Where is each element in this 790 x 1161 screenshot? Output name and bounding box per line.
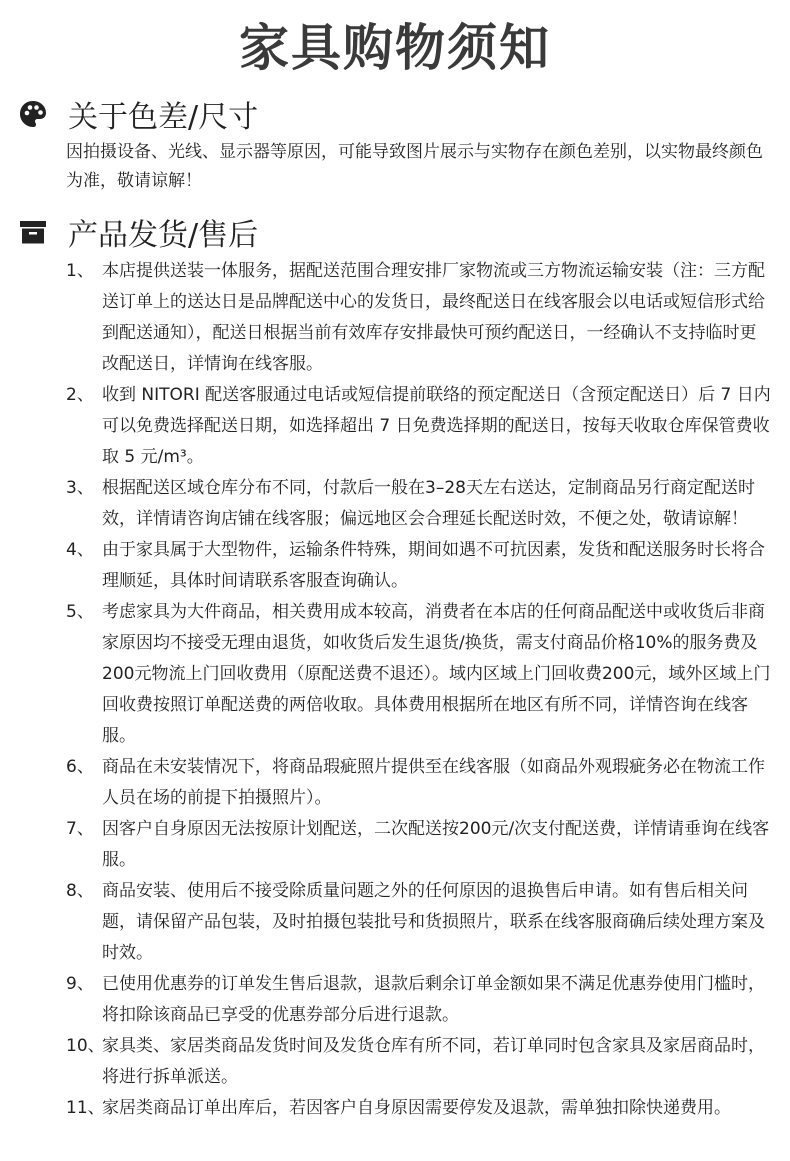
box-icon <box>18 217 48 247</box>
list-item <box>0 814 790 876</box>
list-item <box>0 380 790 473</box>
item-number: 1、 <box>66 261 94 281</box>
list-item <box>0 969 790 1031</box>
item-number: 7、 <box>66 819 94 839</box>
list-item <box>0 535 790 597</box>
list-item <box>0 473 790 535</box>
item-text: 已使用优惠券的订单发生售后退款，退款后剩余订单金额如果不满足优惠券使用门槛时，将扣除该商品已享受的优惠券部分后进行退款。 <box>102 974 765 1025</box>
item-number: 8、 <box>66 881 94 901</box>
item-text: 本店提供送装一体服务，据配送范围合理安排厂家物流或三方物流运输安装（注：三方配送订单上的送达日是品牌配送中心的发货日，最终配送日在线客服会以电话或短信形式给到配送通知），配送日根据当前有效库存安排最快可预约配送日，一经确认不支持临时更改配送日，详情询在线客服。 <box>102 261 765 374</box>
item-text: 家居类商品订单出库后，若因客户自身原因需要停发及退款，需单独扣除快递费用。 <box>102 1098 731 1118</box>
list-item <box>0 876 790 969</box>
item-text: 商品安装、使用后不接受除质量问题之外的任何原因的退换售后申请。如有售后相关问题，请保留产品包装，及时拍摄包装批号和货损照片，联系在线客服商确后续处理方案及时效。 <box>102 881 765 963</box>
item-number: 9、 <box>66 974 94 994</box>
item-number: 10、 <box>66 1036 105 1056</box>
item-number: 2、 <box>66 385 94 405</box>
list-item <box>0 597 790 752</box>
section-heading-label: 关于色差/尺寸 <box>68 100 259 135</box>
item-text: 考虑家具为大件商品，相关费用成本较高，消费者在本店的任何商品配送中或收货后非商家原因均不接受无理由退货，如收货后发生退货/换货，需支付商品价格10%的服务费及200元物流上门回收费用（原配送费不退还）。域内区域上门回收费200元，域外区域上门回收费按照订单配送费的两倍收取。具体费用根据所在地区有所不同，详情咨询在线客服。 <box>102 602 771 746</box>
item-text: 由于家具属于大型物件，运输条件特殊，期间如遇不可抗因素，发货和配送服务时长将合理顺延，具体时间请联系客服查询确认。 <box>102 540 765 591</box>
delivery-rules-list <box>0 256 790 1124</box>
item-text: 收到 NITORI 配送客服通过电话或短信提前联络的预定配送日（含预定配送日）后 7 日内可以免费选择配送日期，如选择超出 7 日免费选择期的配送日，按每天收取仓库保管费收取 5 元/m³。 <box>102 385 771 467</box>
item-text: 根据配送区域仓库分布不同，付款后一般在3–28天左右送达，定制商品另行商定配送时效，详情请咨询店铺在线客服；偏远地区会合理延长配送时效，不便之处，敬请谅解！ <box>102 478 755 529</box>
item-number: 11、 <box>66 1098 105 1118</box>
page-title: 家具购物须知 <box>239 19 551 77</box>
list-item <box>0 1031 790 1093</box>
item-number: 4、 <box>66 540 94 560</box>
item-number: 6、 <box>66 757 94 777</box>
item-number: 3、 <box>66 478 94 498</box>
item-number: 5、 <box>66 602 94 622</box>
palette-icon <box>18 99 48 129</box>
list-item <box>0 752 790 814</box>
item-text: 家具类、家居类商品发货时间及发货仓库有所不同，若订单同时包含家具及家居商品时，将进行拆单派送。 <box>102 1036 765 1087</box>
section-heading-label: 产品发货/售后 <box>68 218 259 253</box>
item-text: 因客户自身原因无法按原计划配送，二次配送按200元/次支付配送费，详情请垂询在线客服。 <box>102 819 770 870</box>
color-notice-text: 因拍摄设备、光线、显示器等原因，可能导致图片展示与实物存在颜色差别，以实物最终颜色为准，敬请谅解！ <box>66 142 763 191</box>
item-text: 商品在未安装情况下，将商品瑕疵照片提供至在线客服（如商品外观瑕疵务必在物流工作人员在场的前提下拍摄照片）。 <box>102 757 765 808</box>
list-item <box>0 256 790 380</box>
section-color-heading <box>18 92 790 136</box>
list-item <box>0 1093 790 1124</box>
section-delivery-heading <box>18 210 790 254</box>
